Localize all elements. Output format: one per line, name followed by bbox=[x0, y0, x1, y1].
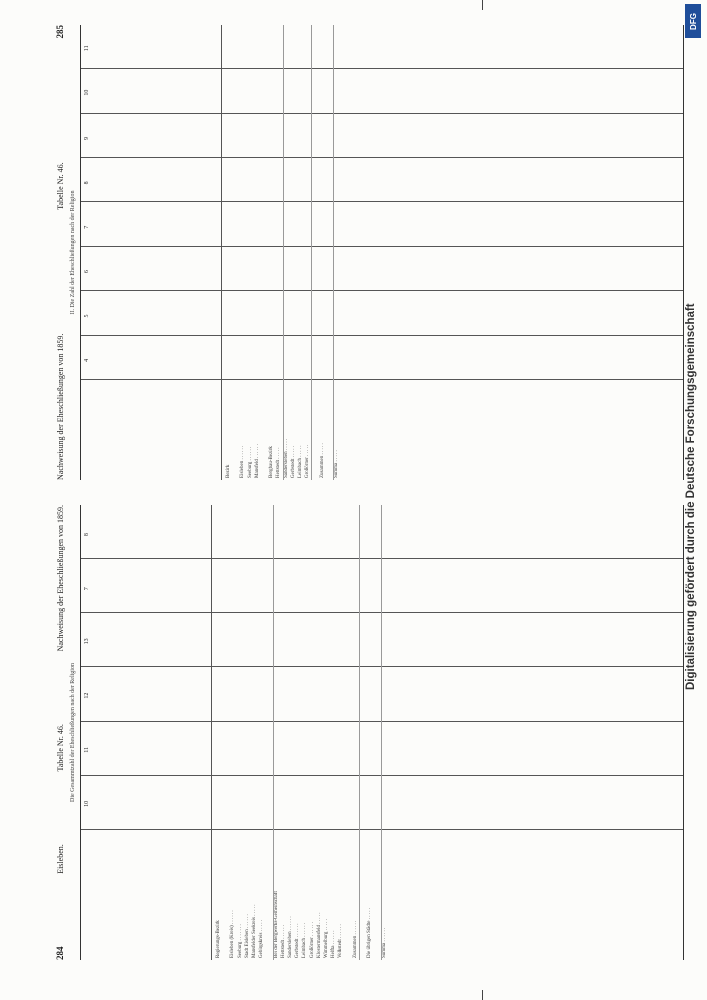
row-label: Bei der Bergwerks-Gemeinschaft bbox=[273, 891, 279, 958]
row-label: Summa . . . . . . bbox=[381, 927, 387, 958]
column-number: 7 bbox=[84, 587, 90, 591]
column-number: 6 bbox=[84, 270, 90, 274]
column-divider bbox=[81, 246, 683, 247]
row-label bbox=[345, 832, 352, 958]
right-header-right: Tabelle Nr. 46. bbox=[55, 162, 65, 210]
column-divider bbox=[81, 157, 683, 158]
row-separator bbox=[359, 505, 360, 960]
column-number: 4 bbox=[84, 358, 90, 362]
row-label: Wimmelburg . . . . . bbox=[324, 919, 330, 958]
row-label: Seeburg . . . . . . . bbox=[237, 924, 243, 958]
row-label: Zusammen . . . . . . bbox=[352, 920, 358, 958]
column-divider bbox=[81, 202, 683, 203]
column-divider bbox=[81, 68, 683, 69]
left-header-center: Nachweisung der Eheschließungen von 1859. bbox=[55, 505, 65, 652]
column-divider bbox=[81, 113, 683, 114]
left-page bbox=[52, 505, 692, 960]
row-label: Klostermansfeld . . . . . bbox=[316, 912, 322, 958]
column-number: 11 bbox=[84, 45, 90, 52]
row-label: Mansfeld . . . . . . bbox=[254, 444, 260, 478]
column-divider bbox=[81, 612, 683, 613]
dfg-logo-text: DFG bbox=[688, 12, 698, 30]
column-number: 7 bbox=[84, 225, 90, 229]
row-separator bbox=[283, 25, 284, 480]
column-divider bbox=[81, 775, 683, 776]
row-separator bbox=[381, 505, 382, 960]
column-divider bbox=[81, 558, 683, 559]
row-label bbox=[326, 382, 333, 478]
edge-mark-top bbox=[482, 0, 483, 10]
left-page-number: 284 bbox=[55, 946, 65, 960]
right-page bbox=[52, 25, 692, 480]
label-column-divider bbox=[81, 379, 683, 380]
row-label: Die übrigen Städte . . . . . bbox=[367, 908, 373, 958]
row-label bbox=[232, 382, 239, 478]
column-number: 11 bbox=[84, 746, 90, 753]
row-label: Großörner . . . . . . bbox=[309, 922, 315, 958]
row-label: Bezirk bbox=[226, 464, 231, 478]
right-page-number: 285 bbox=[55, 25, 65, 39]
dfg-logo bbox=[685, 4, 701, 38]
column-number: 10 bbox=[84, 89, 90, 96]
row-separator bbox=[273, 505, 274, 960]
row-label: Gerbstedt . . . . . bbox=[290, 446, 296, 478]
column-number: 10 bbox=[84, 800, 90, 807]
row-label bbox=[373, 832, 380, 958]
column-number: 8 bbox=[84, 181, 90, 185]
edge-mark-bottom bbox=[482, 990, 483, 1000]
column-divider bbox=[81, 335, 683, 336]
left-header-left: Eisleben. bbox=[55, 844, 65, 874]
row-label bbox=[359, 832, 366, 958]
row-label: Leimbach . . . . . . bbox=[302, 923, 308, 958]
left-subhead: Die Gesammtzahl der Eheschließungen nach der Religion bbox=[70, 663, 76, 802]
right-subhead: II. Die Zahl der Eheschließungen nach der Religion bbox=[70, 190, 76, 315]
column-number: 13 bbox=[84, 638, 90, 645]
row-label: Hettstedt . . . . . . bbox=[280, 924, 286, 958]
row-label: Eisleben (Kreis) . . . . . . bbox=[230, 910, 236, 958]
row-separator bbox=[333, 25, 334, 480]
row-label: Gerbstedt . . . . . . bbox=[295, 923, 301, 958]
row-label: Großörner . . . . . bbox=[305, 444, 311, 478]
column-divider bbox=[81, 721, 683, 722]
row-label: Seeburg . . . . . . bbox=[247, 446, 253, 478]
right-header-center: Nachweisung der Eheschließungen von 1859. bbox=[55, 333, 65, 480]
row-label bbox=[311, 382, 318, 478]
header-divider bbox=[221, 25, 222, 480]
row-label bbox=[261, 382, 268, 478]
column-number: 9 bbox=[84, 136, 90, 140]
row-label: Sandersleben . . . . . . bbox=[288, 916, 294, 958]
row-separator bbox=[311, 25, 312, 480]
left-table bbox=[80, 505, 684, 960]
right-table bbox=[80, 25, 684, 480]
row-label: Mansfelder Seekreis . . . . . bbox=[252, 904, 258, 958]
column-number: 12 bbox=[84, 692, 90, 699]
column-number: 5 bbox=[84, 314, 90, 318]
row-label: Zusammen . . . . . bbox=[319, 443, 325, 478]
left-page-header bbox=[52, 505, 68, 960]
row-label: Stadt Eisleben . . . . . . bbox=[244, 914, 250, 958]
row-label: Gebirgskreis . . . . . bbox=[259, 920, 265, 958]
row-labels bbox=[215, 832, 388, 958]
row-label: Eisleben . . . . . . bbox=[240, 445, 246, 478]
label-column-divider bbox=[81, 829, 683, 830]
column-number: 8 bbox=[84, 533, 90, 537]
dfg-watermark-strip bbox=[679, 0, 707, 1000]
row-label: Summa . . . . . bbox=[334, 450, 340, 478]
row-label bbox=[222, 832, 229, 958]
row-label: Regierungs-Bezirk bbox=[216, 920, 221, 958]
dfg-watermark-text: Digitalisierung gefördert durch die Deutsche Forschungsgemeinschaft bbox=[685, 303, 697, 690]
row-label: Hettstedt . . . . . bbox=[276, 447, 282, 478]
left-header-mid: Tabelle Nr. 46. bbox=[55, 724, 65, 772]
row-label: Sandersleben . . . . . bbox=[283, 438, 289, 478]
row-label: Leimbach . . . . . bbox=[298, 445, 304, 478]
row-label bbox=[265, 832, 272, 958]
row-label: Helfta . . . . . . bbox=[331, 930, 337, 958]
right-page-header bbox=[52, 25, 68, 480]
two-page-spread bbox=[52, 20, 692, 960]
column-divider bbox=[81, 290, 683, 291]
column-divider bbox=[81, 667, 683, 668]
row-label: Bergbau-Bezirk bbox=[269, 446, 275, 478]
row-label: Volkstedt . . . . . . bbox=[338, 924, 344, 958]
header-divider bbox=[211, 505, 212, 960]
